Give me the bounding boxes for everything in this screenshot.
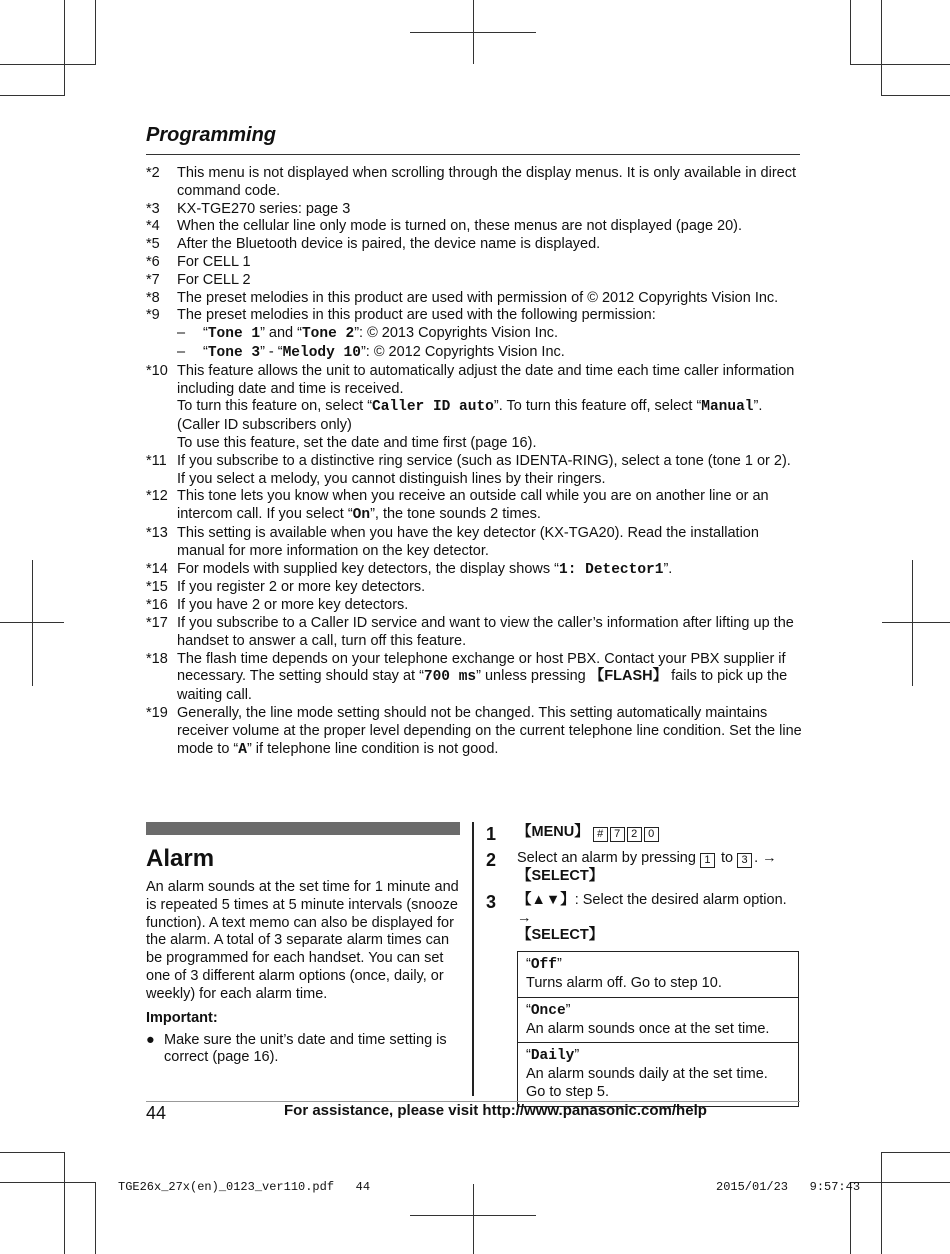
step-number: 3	[486, 891, 497, 912]
option-name: Daily	[530, 1048, 575, 1065]
footnote	[146, 272, 802, 290]
step-text	[517, 824, 802, 844]
step-number: 1	[486, 824, 497, 844]
digit-key-icon: 2	[627, 827, 642, 842]
step-number: 2	[486, 850, 497, 870]
display-value: On	[352, 507, 371, 524]
copyright-text: ”: © 2012 Copyrights Vision Inc.	[360, 343, 565, 360]
quote: “	[203, 325, 208, 342]
footnote	[146, 651, 802, 705]
footnote	[146, 218, 802, 236]
footnote	[146, 488, 802, 525]
display-value: Manual	[701, 399, 754, 416]
quote: “	[203, 343, 208, 360]
step-line: . →	[754, 850, 777, 866]
navigator-key-icon: 【▲▼】	[517, 891, 575, 908]
crop-mark	[95, 0, 96, 64]
option-description: Turns alarm off. Go to step 10.	[526, 974, 722, 991]
crop-mark	[881, 1152, 882, 1254]
slug-filename: TGE26x_27x(en)_0123_ver110.pdf	[118, 1180, 335, 1194]
footnote-line: To turn this feature on, select “	[177, 398, 373, 415]
bullet-item	[146, 1032, 460, 1068]
dash-mark: –	[177, 325, 186, 342]
quote: ” - “	[260, 343, 283, 360]
alarm-heading: Alarm	[146, 845, 215, 872]
footnote-text: KX-TGE270 series: page 3	[177, 200, 351, 217]
crop-mark	[473, 1184, 474, 1254]
crop-mark	[32, 560, 33, 686]
footnote	[146, 705, 802, 759]
footnote-line: Generally, the line mode setting should not be changed. This setting automatically maintains receiver volume at the proper level depending on the current telephone line condition. Set the line mode to “	[177, 704, 802, 757]
footnote-line: The preset melodies in this product are used with the following permission:	[177, 307, 656, 324]
dash-mark: –	[177, 343, 186, 360]
crop-mark	[882, 622, 950, 623]
footnote-text: For CELL 2	[177, 271, 251, 288]
footnote-mark: *3	[146, 200, 160, 217]
menu-key-label: 【MENU】	[517, 824, 589, 840]
step-line: to	[716, 850, 738, 866]
footnote-line: For models with supplied key detectors, the display shows “	[177, 560, 560, 577]
footnote-line: ”. To turn this feature off, select “	[493, 398, 702, 415]
step	[486, 824, 802, 844]
footnote-mark: *12	[146, 488, 168, 505]
footnote	[146, 453, 802, 489]
footnote-text: If you have 2 or more key detectors.	[177, 597, 409, 614]
digit-key-icon: 0	[644, 827, 659, 842]
select-key-label: 【SELECT】	[517, 868, 604, 884]
footnote-mark: *9	[146, 307, 160, 324]
digit-key-icon: 7	[610, 827, 625, 842]
footnote-text	[177, 651, 802, 705]
footnote	[146, 254, 802, 272]
select-key-label: 【SELECT】	[517, 927, 604, 944]
step	[486, 850, 802, 886]
footnote	[146, 615, 802, 651]
quote: ” and “	[260, 325, 302, 342]
crop-mark	[850, 0, 851, 64]
footnote-line: ”, the tone sounds 2 times.	[370, 506, 541, 523]
footnote	[146, 236, 802, 254]
footnote-mark: *4	[146, 218, 160, 235]
assistance-link[interactable]: For assistance, please visit http://www.panasonic.com/help	[284, 1102, 707, 1119]
footnote-mark: *11	[146, 452, 167, 469]
footnote-text: If you subscribe to a distinctive ring service (such as IDENTA-RING), select a tone (tone 1 or 2). If you select a melody, you cannot distinguish lines by their ringers.	[177, 452, 791, 487]
footnote-text: When the cellular line only mode is turned on, these menus are not displayed (page 20).	[177, 218, 743, 235]
crop-mark	[850, 64, 950, 65]
quote: ”	[574, 1047, 580, 1064]
footnote-text: This menu is not displayed when scrolling through the display menus. It is only available in direct command code.	[177, 165, 796, 199]
print-slug-file	[118, 1180, 370, 1194]
bullet-icon: ●	[146, 1031, 155, 1048]
footnote-line: This feature allows the unit to automatically adjust the date and time each time caller information including date and time is received.	[177, 362, 795, 397]
display-value: Tone 2	[301, 326, 355, 343]
quote: ”	[556, 956, 562, 973]
footnote-mark: *15	[146, 579, 168, 596]
crop-mark	[881, 0, 882, 96]
crop-mark	[64, 1152, 65, 1254]
crop-mark	[881, 1152, 950, 1153]
crop-mark	[410, 1215, 536, 1216]
footnote-text	[177, 363, 802, 453]
crop-mark	[0, 622, 64, 623]
footnote-text: If you register 2 or more key detectors.	[177, 579, 426, 596]
option-cell	[518, 997, 799, 1043]
quote: “	[526, 1047, 531, 1064]
quote: ”	[565, 1001, 571, 1018]
footnote-text: This setting is available when you have the key detector (KX-TGA20). Read the installation manual for more information on the key detector.	[177, 524, 759, 559]
step	[486, 892, 802, 945]
crop-mark	[0, 64, 96, 65]
option-name: Once	[530, 1002, 566, 1019]
crop-mark	[95, 1182, 96, 1254]
slug-page: 44	[355, 1180, 371, 1194]
footnote-mark: *6	[146, 253, 160, 270]
footnote-text: If you subscribe to a Caller ID service and want to view the caller’s information after lifting up the handset to answer a call, turn off this feature.	[177, 614, 794, 649]
footnote-text: After the Bluetooth device is paired, the device name is displayed.	[177, 236, 601, 253]
table-row	[518, 997, 799, 1043]
footnote	[146, 561, 802, 580]
footnote	[146, 597, 802, 615]
footnote	[146, 307, 802, 362]
option-description: An alarm sounds daily at the set time. Go to step 5.	[526, 1066, 768, 1100]
footnote	[146, 579, 802, 597]
footnote	[146, 363, 802, 453]
option-description: An alarm sounds once at the set time.	[526, 1020, 770, 1037]
quote: “	[526, 1001, 531, 1018]
footnote-mark: *16	[146, 597, 168, 614]
footnote-mark: *13	[146, 524, 168, 541]
footnote	[146, 290, 802, 308]
alarm-description: An alarm sounds at the set time for 1 minute and is repeated 5 times at 5 minute intervals (snooze function). A text memo can also be displayed for the alarm. A total of 3 separate alarm times can be programmed for each handset. You can set one of 3 different alarm options (once, daily, or weekly) for each alarm time.	[146, 879, 459, 1002]
alarm-section	[146, 822, 460, 1067]
footnote-text	[177, 307, 802, 362]
option-cell	[518, 952, 799, 998]
display-value: Caller ID auto	[372, 399, 494, 416]
slug-date: 2015/01/23	[716, 1180, 789, 1194]
table-row	[518, 1043, 799, 1106]
footnote-mark: *18	[146, 650, 168, 667]
flash-key-label: 【FLASH】	[589, 668, 668, 685]
crop-mark	[410, 32, 536, 33]
footnote-mark: *2	[146, 165, 160, 181]
footnote-text: The preset melodies in this product are used with permission of © 2012 Copyrights Vision Inc.	[177, 289, 779, 306]
display-value: Tone 1	[207, 326, 261, 343]
option-cell	[518, 1043, 799, 1106]
footnote-line: The flash time depends on your telephone exchange or host PBX. Contact your PBX supplier if necessary. The setting should stay at “	[177, 650, 786, 685]
display-value: 700 ms	[423, 669, 477, 686]
footnote-mark: *7	[146, 271, 160, 288]
footnote	[146, 525, 802, 561]
slug-time: 9:57:43	[809, 1180, 861, 1194]
display-value: 1: Detector1	[559, 561, 664, 578]
footnote-line: ” unless pressing	[476, 668, 590, 685]
crop-mark	[64, 0, 65, 96]
step-line: : Select the desired alarm option. →	[517, 891, 787, 926]
crop-mark	[881, 95, 950, 96]
footnote-line: ”.	[663, 560, 673, 577]
option-name: Off	[530, 957, 557, 974]
crop-mark	[850, 1182, 950, 1183]
footnote-line: To use this feature, set the date and time first (page 16).	[177, 434, 537, 451]
column-divider	[472, 822, 474, 1096]
digit-key-icon: 3	[737, 853, 752, 868]
step-text	[517, 850, 802, 886]
footnote-line: ”. (Caller ID subscribers only)	[177, 398, 763, 434]
footnote-mark: *5	[146, 236, 160, 253]
print-slug-date	[716, 1180, 860, 1194]
display-value: Tone 3	[207, 344, 261, 361]
footnote-line: ” if telephone line condition is not good.	[246, 740, 499, 757]
table-row	[518, 952, 799, 998]
digit-key-icon: 1	[700, 853, 715, 868]
footnote-mark: *17	[146, 614, 168, 631]
footnote-mark: *8	[146, 289, 160, 306]
page-title: Programming	[146, 124, 277, 146]
alarm-options-table	[517, 951, 799, 1107]
display-value: Melody 10	[282, 344, 361, 361]
bullet-text: Make sure the unit’s date and time setting is correct (page 16).	[164, 1031, 447, 1066]
crop-mark	[0, 1152, 64, 1153]
footnote-mark: *19	[146, 704, 168, 721]
footnote-text	[177, 705, 802, 759]
important-label: Important:	[146, 1009, 218, 1026]
quote: “	[526, 956, 531, 973]
display-value: A	[238, 741, 247, 758]
section-bar	[146, 822, 460, 835]
copyright-text: ”: © 2013 Copyrights Vision Inc.	[354, 325, 559, 342]
step-line: Select an alarm by pressing	[517, 850, 700, 866]
footnote-mark: *14	[146, 560, 168, 577]
crop-mark	[0, 1182, 96, 1183]
hash-key-icon: #	[593, 827, 608, 842]
footnote-text	[177, 488, 802, 525]
title-rule	[146, 154, 800, 155]
footnote	[146, 165, 802, 201]
page-number: 44	[146, 1103, 167, 1123]
crop-mark	[0, 95, 64, 96]
footnote-line: fails to pick up the waiting call.	[177, 668, 788, 704]
footnote-text	[177, 561, 802, 580]
footnote-mark: *10	[146, 362, 168, 379]
footnote-line: This tone lets you know when you receive an outside call while you are on another line or an intercom call. If you select “	[177, 488, 769, 523]
alarm-steps	[486, 824, 802, 1107]
footnote-text: For CELL 1	[177, 253, 251, 270]
crop-mark	[912, 560, 913, 686]
footnotes	[146, 165, 802, 759]
footnote	[146, 201, 802, 219]
step-text	[517, 892, 802, 945]
